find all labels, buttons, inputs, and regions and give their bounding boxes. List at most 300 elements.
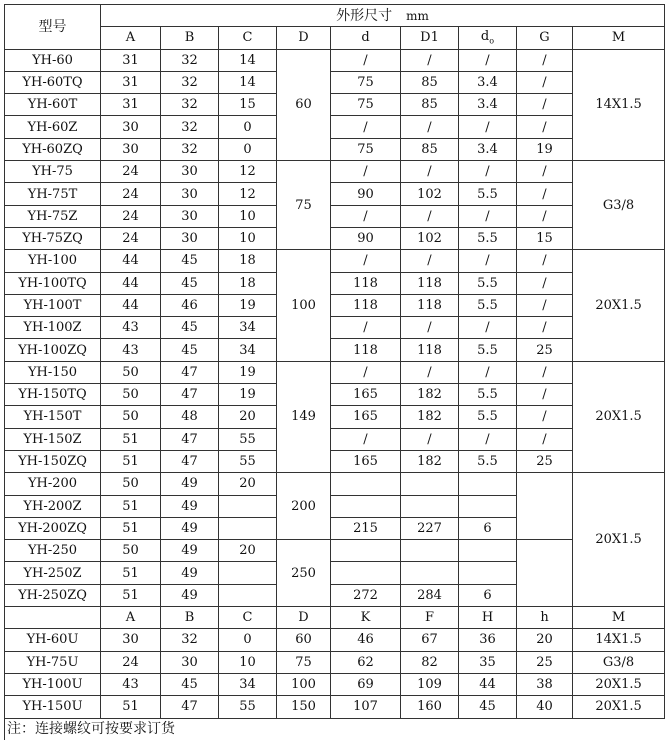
table-row [5, 384, 665, 406]
cell-d1: / [401, 49, 459, 71]
cell-model: YH-100 [5, 250, 101, 272]
cell-g: / [517, 183, 573, 205]
cell-a: 44 [101, 250, 161, 272]
table-row [5, 71, 665, 93]
table-row [5, 161, 665, 183]
table-row [5, 49, 665, 71]
cell-a: 50 [101, 361, 161, 383]
cell-d-big: 200 [277, 473, 331, 540]
cell-g: / [517, 428, 573, 450]
cell-a: 30 [101, 138, 161, 160]
cell-a: 31 [101, 49, 161, 71]
table-row [5, 250, 665, 272]
cell-c: 0 [219, 629, 277, 651]
cell-k: 62 [331, 651, 401, 673]
cell-a: 30 [101, 629, 161, 651]
u-header-row [5, 607, 665, 629]
table-row [5, 339, 665, 361]
cell-h: 25 [517, 651, 573, 673]
cell-d1: / [401, 116, 459, 138]
cell-c: 34 [219, 339, 277, 361]
u-header-col: M [573, 607, 665, 629]
cell-d0: 5.5 [459, 384, 517, 406]
table-row [5, 406, 665, 428]
cell-d-big: 149 [277, 361, 331, 472]
cell-d0: 3.4 [459, 94, 517, 116]
u-header-empty [5, 607, 101, 629]
cell-d: 75 [277, 651, 331, 673]
cell-g: / [517, 205, 573, 227]
cell-d-big: 75 [277, 161, 331, 250]
cell-d: 90 [331, 227, 401, 249]
cell-c: 34 [219, 317, 277, 339]
cell-model: YH-150T [5, 406, 101, 428]
cell-a: 51 [101, 584, 161, 606]
cell-d1: 118 [401, 272, 459, 294]
cell-c: 14 [219, 49, 277, 71]
cell-b: 45 [161, 339, 219, 361]
cell-f: 82 [401, 651, 459, 673]
cell-model: YH-75 [5, 161, 101, 183]
cell-model: YH-100U [5, 673, 101, 695]
table-row [5, 696, 665, 718]
u-header-col: h [517, 607, 573, 629]
cell-model: YH-100TQ [5, 272, 101, 294]
table-row [5, 138, 665, 160]
cell-b: 45 [161, 673, 219, 695]
cell-b: 49 [161, 540, 219, 562]
cell-a: 31 [101, 71, 161, 93]
cell-b: 47 [161, 361, 219, 383]
cell-b: 30 [161, 205, 219, 227]
cell-model: YH-250ZQ [5, 584, 101, 606]
cell-h: 45 [459, 696, 517, 718]
cell-d-big: 250 [277, 540, 331, 607]
cell-a: 51 [101, 495, 161, 517]
cell-model: YH-150TQ [5, 384, 101, 406]
cell-model: YH-150U [5, 696, 101, 718]
header-row-title [5, 5, 665, 27]
cell-g: / [517, 161, 573, 183]
cell-d: / [331, 49, 401, 71]
cell-m: 20X1.5 [573, 361, 665, 472]
header-col-a: A [101, 27, 161, 49]
cell-g: 25 [517, 339, 573, 361]
cell-g: 15 [517, 227, 573, 249]
cell-model: YH-100T [5, 294, 101, 316]
cell-d [331, 473, 401, 495]
cell-a: 44 [101, 272, 161, 294]
cell-model: YH-60 [5, 49, 101, 71]
spec-table [4, 4, 665, 740]
table-row [5, 651, 665, 673]
cell-model: YH-60ZQ [5, 138, 101, 160]
cell-model: YH-60U [5, 629, 101, 651]
cell-b: 32 [161, 629, 219, 651]
table-row [5, 473, 665, 495]
header-col-d1: D1 [401, 27, 459, 49]
cell-d: 118 [331, 339, 401, 361]
table-row [5, 450, 665, 472]
cell-c: 19 [219, 384, 277, 406]
cell-a: 43 [101, 673, 161, 695]
cell-d0: 5.5 [459, 450, 517, 472]
cell-g: / [517, 116, 573, 138]
cell-d1: 118 [401, 339, 459, 361]
cell-h: 38 [517, 673, 573, 695]
cell-b: 49 [161, 517, 219, 539]
cell-d [331, 540, 401, 562]
cell-c: 20 [219, 406, 277, 428]
cell-f: 67 [401, 629, 459, 651]
spec-table-body [5, 5, 665, 740]
cell-model: YH-60TQ [5, 71, 101, 93]
cell-b: 49 [161, 495, 219, 517]
cell-m: 20X1.5 [573, 250, 665, 361]
cell-d1: 102 [401, 183, 459, 205]
cell-h: 36 [459, 629, 517, 651]
table-row [5, 428, 665, 450]
cell-d1: / [401, 317, 459, 339]
header-col-d0: $d_o$ [459, 27, 517, 49]
cell-c: 0 [219, 138, 277, 160]
cell-g: / [517, 71, 573, 93]
cell-d1: / [401, 361, 459, 383]
cell-a: 43 [101, 317, 161, 339]
u-header-col: D [277, 607, 331, 629]
u-header-col: A [101, 607, 161, 629]
header-dimensions-title: 外形尺寸 [336, 7, 393, 24]
cell-d: 165 [331, 406, 401, 428]
cell-d0 [459, 495, 517, 517]
cell-b: 48 [161, 406, 219, 428]
cell-model: YH-60Z [5, 116, 101, 138]
u-header-col: K [331, 607, 401, 629]
cell-a: 24 [101, 651, 161, 673]
cell-c: 12 [219, 183, 277, 205]
cell-d: 90 [331, 183, 401, 205]
cell-c: 10 [219, 205, 277, 227]
cell-d-big: 60 [277, 49, 331, 160]
cell-d0: 6 [459, 517, 517, 539]
cell-d: 272 [331, 584, 401, 606]
cell-c: 19 [219, 294, 277, 316]
table-row [5, 183, 665, 205]
cell-b: 32 [161, 71, 219, 93]
cell-d1: 102 [401, 227, 459, 249]
table-row [5, 317, 665, 339]
cell-c: 18 [219, 272, 277, 294]
cell-d0: 5.5 [459, 406, 517, 428]
table-row [5, 94, 665, 116]
cell-model: YH-250 [5, 540, 101, 562]
cell-d1: / [401, 428, 459, 450]
cell-c: 19 [219, 361, 277, 383]
cell-d0: 5.5 [459, 294, 517, 316]
cell-d0 [459, 540, 517, 562]
cell-d1: / [401, 250, 459, 272]
cell-a: 44 [101, 294, 161, 316]
cell-b: 46 [161, 294, 219, 316]
cell-a: 24 [101, 205, 161, 227]
cell-b: 47 [161, 428, 219, 450]
cell-c: 14 [219, 71, 277, 93]
cell-d0: 6 [459, 584, 517, 606]
cell-d-big: 100 [277, 250, 331, 361]
cell-model: YH-200Z [5, 495, 101, 517]
cell-d: 215 [331, 517, 401, 539]
cell-g: 25 [517, 450, 573, 472]
cell-model: YH-100ZQ [5, 339, 101, 361]
u-header-col: B [161, 607, 219, 629]
cell-b: 32 [161, 94, 219, 116]
header-row-cols [5, 27, 665, 49]
footnote: 注：连接螺纹可按要求订货 [5, 718, 665, 740]
cell-k: 46 [331, 629, 401, 651]
cell-g: / [517, 49, 573, 71]
cell-d [331, 562, 401, 584]
cell-b: 32 [161, 49, 219, 71]
cell-k: 69 [331, 673, 401, 695]
cell-b: 45 [161, 272, 219, 294]
cell-g: 19 [517, 138, 573, 160]
cell-d: / [331, 205, 401, 227]
cell-a: 24 [101, 183, 161, 205]
cell-d1: / [401, 205, 459, 227]
cell-c: 0 [219, 116, 277, 138]
cell-b: 47 [161, 450, 219, 472]
cell-d0: 3.4 [459, 71, 517, 93]
table-row [5, 116, 665, 138]
header-col-b: B [161, 27, 219, 49]
cell-a: 50 [101, 406, 161, 428]
cell-a: 50 [101, 540, 161, 562]
cell-c [219, 517, 277, 539]
cell-c: 34 [219, 673, 277, 695]
cell-f: 160 [401, 696, 459, 718]
cell-c: 20 [219, 540, 277, 562]
cell-a: 51 [101, 428, 161, 450]
cell-c: 55 [219, 450, 277, 472]
cell-g: / [517, 384, 573, 406]
cell-c: 55 [219, 428, 277, 450]
cell-h: 35 [459, 651, 517, 673]
cell-d1 [401, 540, 459, 562]
cell-b: 30 [161, 227, 219, 249]
cell-g: / [517, 361, 573, 383]
cell-d0: / [459, 317, 517, 339]
cell-d: 165 [331, 384, 401, 406]
table-row [5, 227, 665, 249]
cell-b: 49 [161, 584, 219, 606]
cell-model: YH-150Z [5, 428, 101, 450]
table-row [5, 673, 665, 695]
cell-g-empty [517, 540, 573, 607]
cell-model: YH-200ZQ [5, 517, 101, 539]
cell-b: 30 [161, 183, 219, 205]
cell-a: 50 [101, 384, 161, 406]
cell-d0: / [459, 428, 517, 450]
cell-model: YH-150ZQ [5, 450, 101, 472]
cell-d: 75 [331, 71, 401, 93]
u-header-col: C [219, 607, 277, 629]
cell-d0: 5.5 [459, 183, 517, 205]
cell-c: 20 [219, 473, 277, 495]
cell-d0: / [459, 250, 517, 272]
header-col-d: d [331, 27, 401, 49]
cell-h: 40 [517, 696, 573, 718]
cell-g-empty [517, 473, 573, 540]
cell-b: 49 [161, 562, 219, 584]
cell-b: 30 [161, 161, 219, 183]
cell-a: 24 [101, 161, 161, 183]
cell-a: 51 [101, 696, 161, 718]
cell-h: 44 [459, 673, 517, 695]
cell-d0: / [459, 361, 517, 383]
cell-g: / [517, 250, 573, 272]
header-col-m: M [573, 27, 665, 49]
cell-d1 [401, 495, 459, 517]
cell-d1 [401, 473, 459, 495]
cell-a: 30 [101, 116, 161, 138]
cell-b: 49 [161, 473, 219, 495]
cell-d: / [331, 250, 401, 272]
cell-model: YH-75Z [5, 205, 101, 227]
note-row [5, 718, 665, 740]
cell-d1: / [401, 161, 459, 183]
header-dimensions [101, 5, 665, 27]
cell-d: / [331, 161, 401, 183]
cell-d1: 182 [401, 384, 459, 406]
cell-d0: 5.5 [459, 339, 517, 361]
cell-b: 32 [161, 116, 219, 138]
cell-d: / [331, 116, 401, 138]
cell-m: 20X1.5 [573, 696, 665, 718]
cell-d1: 284 [401, 584, 459, 606]
cell-d: 75 [331, 94, 401, 116]
cell-d: / [331, 428, 401, 450]
cell-c [219, 495, 277, 517]
table-row [5, 205, 665, 227]
cell-m: 14X1.5 [573, 629, 665, 651]
cell-g: / [517, 94, 573, 116]
table-row [5, 294, 665, 316]
cell-model: YH-250Z [5, 562, 101, 584]
header-col-d0-sub: o [489, 36, 495, 46]
cell-d: / [331, 317, 401, 339]
cell-a: 43 [101, 339, 161, 361]
cell-c: 55 [219, 696, 277, 718]
cell-d: 165 [331, 450, 401, 472]
cell-b: 47 [161, 384, 219, 406]
cell-d: 60 [277, 629, 331, 651]
cell-g: / [517, 317, 573, 339]
cell-c: 12 [219, 161, 277, 183]
cell-h: 20 [517, 629, 573, 651]
cell-d1 [401, 562, 459, 584]
cell-d0: 5.5 [459, 227, 517, 249]
cell-d: 118 [331, 294, 401, 316]
table-row [5, 361, 665, 383]
cell-a: 51 [101, 450, 161, 472]
cell-d1: 85 [401, 94, 459, 116]
cell-c: 10 [219, 227, 277, 249]
cell-a: 51 [101, 562, 161, 584]
cell-g: / [517, 272, 573, 294]
cell-model: YH-150 [5, 361, 101, 383]
cell-a: 51 [101, 517, 161, 539]
cell-d: 150 [277, 696, 331, 718]
header-col-d-big: D [277, 27, 331, 49]
cell-c: 18 [219, 250, 277, 272]
cell-model: YH-75ZQ [5, 227, 101, 249]
header-col-g: G [517, 27, 573, 49]
cell-d1: 227 [401, 517, 459, 539]
cell-d0: 5.5 [459, 272, 517, 294]
cell-b: 32 [161, 138, 219, 160]
cell-b: 30 [161, 651, 219, 673]
cell-d: 100 [277, 673, 331, 695]
cell-model: YH-75U [5, 651, 101, 673]
cell-d1: 85 [401, 138, 459, 160]
cell-model: YH-60T [5, 94, 101, 116]
cell-d0: 3.4 [459, 138, 517, 160]
cell-d0 [459, 473, 517, 495]
cell-model: YH-75T [5, 183, 101, 205]
cell-g: / [517, 406, 573, 428]
u-header-col: H [459, 607, 517, 629]
header-unit: mm [406, 8, 429, 23]
cell-m: 20X1.5 [573, 473, 665, 607]
table-row [5, 629, 665, 651]
cell-d1: 182 [401, 406, 459, 428]
cell-m: G3/8 [573, 161, 665, 250]
cell-d: / [331, 361, 401, 383]
cell-d1: 118 [401, 294, 459, 316]
cell-b: 45 [161, 317, 219, 339]
cell-c: 15 [219, 94, 277, 116]
cell-m: 14X1.5 [573, 49, 665, 160]
cell-m: G3/8 [573, 651, 665, 673]
table-row [5, 540, 665, 562]
cell-d0: / [459, 161, 517, 183]
cell-d: 75 [331, 138, 401, 160]
cell-d0: / [459, 205, 517, 227]
cell-b: 47 [161, 696, 219, 718]
cell-d: 118 [331, 272, 401, 294]
cell-d0 [459, 562, 517, 584]
cell-d0: / [459, 49, 517, 71]
cell-a: 24 [101, 227, 161, 249]
cell-c: 10 [219, 651, 277, 673]
cell-d1: 85 [401, 71, 459, 93]
cell-b: 45 [161, 250, 219, 272]
cell-d1: 182 [401, 450, 459, 472]
cell-c [219, 584, 277, 606]
cell-g: / [517, 294, 573, 316]
cell-m: 20X1.5 [573, 673, 665, 695]
table-row [5, 272, 665, 294]
cell-a: 50 [101, 473, 161, 495]
cell-model: YH-200 [5, 473, 101, 495]
cell-d0: / [459, 116, 517, 138]
cell-model: YH-100Z [5, 317, 101, 339]
cell-a: 31 [101, 94, 161, 116]
cell-k: 107 [331, 696, 401, 718]
u-header-col: F [401, 607, 459, 629]
cell-c [219, 562, 277, 584]
cell-f: 109 [401, 673, 459, 695]
